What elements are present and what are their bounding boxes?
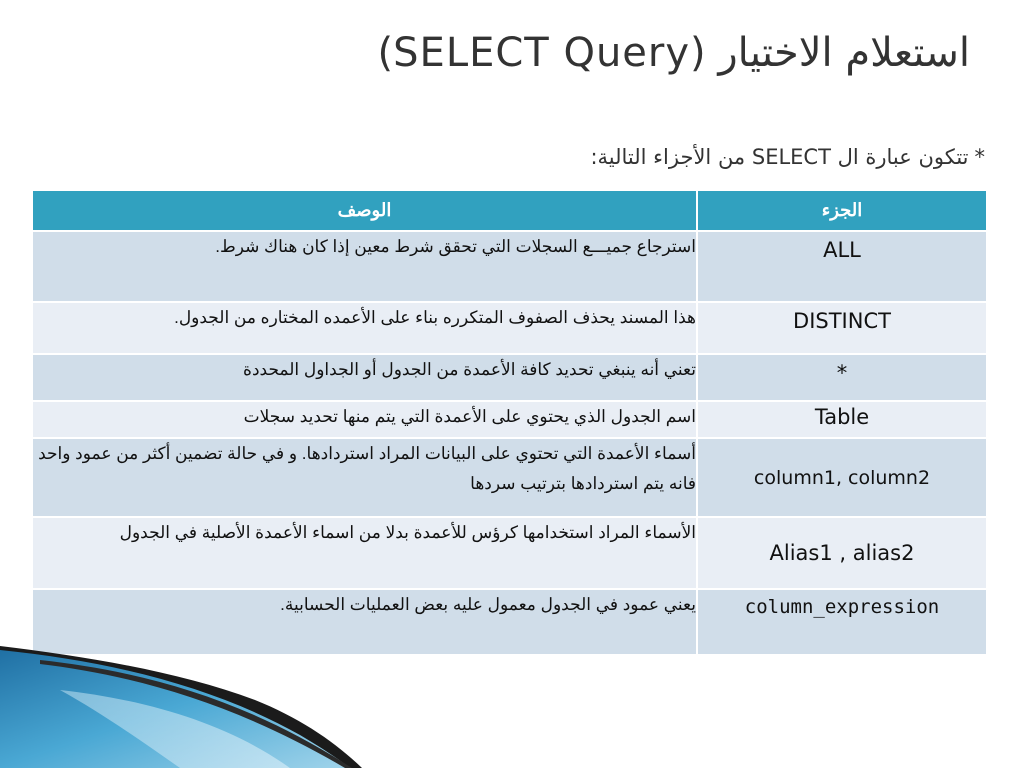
row-description: الأسماء المراد استخدامها كرؤس للأعمدة بدلا من اسماء الأعمدة الأصلية في الجدول (32, 517, 697, 589)
slide-title: استعلام الاختيار (SELECT Query) (377, 30, 970, 76)
row-description: استرجاع جميـــع السجلات التي تحقق شرط معين إذا كان هناك شرط. (32, 231, 697, 302)
row-part: column1, column2 (697, 438, 987, 517)
row-part: ALL (697, 231, 987, 302)
row-description: يعني عمود في الجدول معمول عليه بعض العمليات الحسابية. (32, 589, 697, 655)
bullet-star: * (974, 145, 985, 169)
row-description: اسم الجدول الذي يحتوي على الأعمدة التي يتم منها تحديد سجلات (32, 401, 697, 438)
table-row (32, 354, 987, 401)
row-part: * (697, 354, 987, 401)
row-description: أسماء الأعمدة التي تحتوي على البيانات المراد استردادها. و في حالة تضمين أكثر من عمود واحد فانه يتم استردادها بترتيب سردها (32, 438, 697, 517)
intro-line (400, 140, 985, 174)
table-row (32, 438, 987, 517)
header-part: الجزء (697, 190, 987, 231)
row-part: Table (697, 401, 987, 438)
header-description: الوصف (32, 190, 697, 231)
select-parts-table (31, 189, 988, 656)
intro-text: تتكون عبارة ال SELECT من الأجزاء التالية: (590, 145, 969, 169)
table-row (32, 589, 987, 655)
row-part: DISTINCT (697, 302, 987, 354)
row-description: هذا المسند يحذف الصفوف المتكرره بناء على الأعمده المختاره من الجدول. (32, 302, 697, 354)
table-row (32, 302, 987, 354)
row-part: column_expression (697, 589, 987, 655)
table-header-row (32, 190, 987, 231)
row-description: تعني أنه ينبغي تحديد كافة الأعمدة من الجدول أو الجداول المحددة (32, 354, 697, 401)
table-row (32, 517, 987, 589)
table-row (32, 231, 987, 302)
table-row (32, 401, 987, 438)
row-part: Alias1 , alias2 (697, 517, 987, 589)
